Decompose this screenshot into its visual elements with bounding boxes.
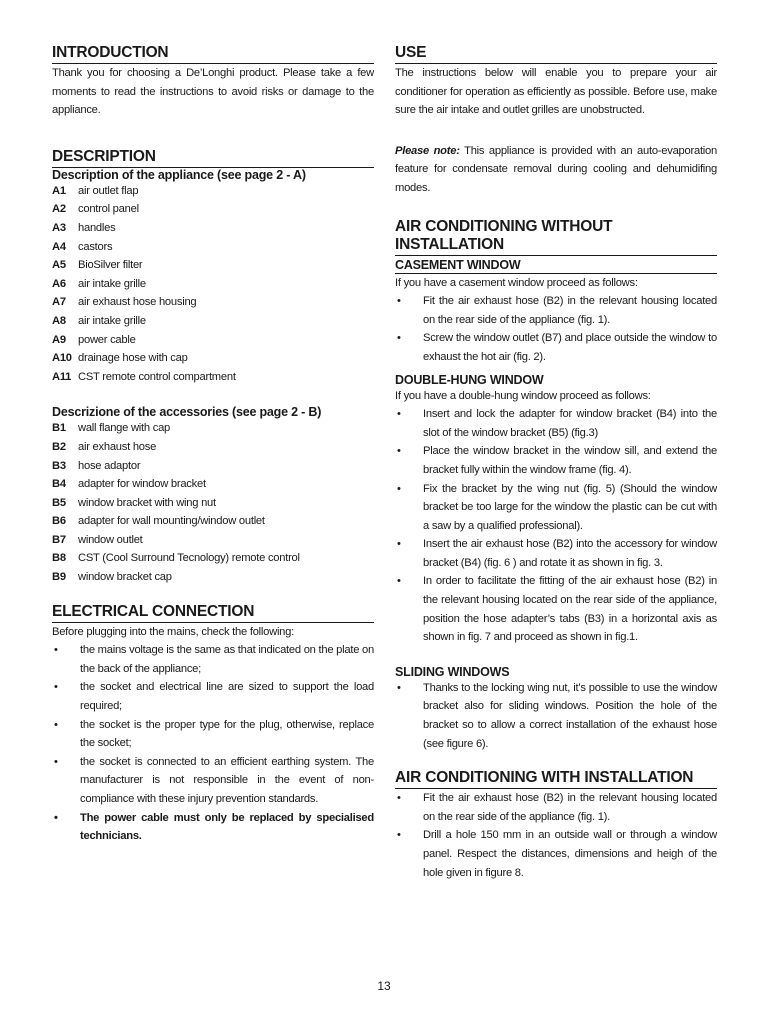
bullet-text: Place the window bracket in the window sill, and extend the bracket fully within the window frame (fig. 4). bbox=[423, 445, 717, 476]
list-item bbox=[395, 329, 717, 366]
bullet-text: In order to facilitate the fitting of the air exhaust hose (B2) in the relevant housing located on the rear side of the appliance, position the hose adapter’s tabs (B3) in a horizontal axis as shown in fig. 7 and proceed as shown in fig.1. bbox=[423, 575, 717, 644]
item-label: CST (Cool Surround Tecnology) remote control bbox=[78, 552, 300, 565]
bullet-text: Fit the air exhaust hose (B2) in the relevant housing located on the rear side of the appliance (fig. 1). bbox=[423, 295, 717, 326]
bullet-text: the socket is connected to an efficient earthing system. The manufacturer is not responsible in the event of non-compliance with these injury prevention standards. bbox=[80, 755, 374, 805]
item-label: air intake grille bbox=[78, 277, 146, 290]
item-code: B6 bbox=[52, 515, 66, 528]
item-code: B5 bbox=[52, 496, 66, 509]
page-number: 13 bbox=[377, 979, 391, 993]
item-label: window bracket with wing nut bbox=[78, 496, 216, 509]
bullet-icon: • bbox=[397, 332, 401, 345]
bullet-icon: • bbox=[397, 575, 401, 588]
casement-intro: If you have a casement window proceed as follows: bbox=[395, 276, 638, 289]
item-label: drainage hose with cap bbox=[78, 352, 188, 365]
item-code: A9 bbox=[52, 333, 66, 346]
item-label: air outlet flap bbox=[78, 184, 139, 197]
list-item bbox=[52, 368, 374, 387]
list-item bbox=[52, 312, 374, 331]
bullet-icon: • bbox=[397, 538, 401, 551]
item-code: A8 bbox=[52, 314, 66, 327]
item-code: B3 bbox=[52, 459, 66, 472]
list-item bbox=[395, 442, 717, 479]
bullet-text: the socket is the proper type for the plug, otherwise, replace the socket; bbox=[80, 718, 374, 750]
bullet-text: Fit the air exhaust hose (B2) in the relevant housing located on the rear side of the appliance (fig. 1). bbox=[423, 792, 717, 823]
list-item bbox=[52, 809, 374, 846]
electrical-heading: ELECTRICAL CONNECTION bbox=[52, 603, 374, 623]
sliding-bullets bbox=[395, 679, 717, 753]
list-item bbox=[52, 419, 374, 438]
list-item bbox=[52, 349, 374, 368]
list-item bbox=[52, 475, 374, 494]
bullet-text: Fix the bracket by the wing nut (fig. 5) (Should the window bracket be too large for the window the plastic can be cut with a saw by a qualified professional). bbox=[423, 482, 717, 532]
item-label: handles bbox=[78, 221, 116, 234]
electrical-bold-bullet bbox=[52, 809, 374, 846]
item-code: B2 bbox=[52, 440, 66, 453]
list-item bbox=[395, 480, 717, 536]
item-label: hose adaptor bbox=[78, 459, 141, 472]
item-code: A11 bbox=[52, 370, 72, 383]
item-label: control panel bbox=[78, 203, 139, 216]
list-item bbox=[395, 826, 717, 882]
bullet-icon: • bbox=[54, 811, 58, 824]
introduction-section bbox=[52, 44, 374, 120]
ac-with-heading: AIR CONDITIONING WITH INSTALLATION bbox=[395, 769, 717, 789]
appliance-subheading: Description of the appliance (see page 2 - A) bbox=[52, 167, 306, 182]
item-label: window outlet bbox=[78, 533, 143, 546]
list-item bbox=[395, 572, 717, 646]
use-text: The instructions below will enable you to prepare your air conditioner for operation as efficiently as possible. Before use, make sure the air intake and outlet grilles are unobstructed. bbox=[395, 67, 717, 117]
item-code: A4 bbox=[52, 240, 66, 253]
use-section bbox=[395, 44, 717, 198]
electrical-intro: Before plugging into the mains, check the following: bbox=[52, 625, 294, 638]
bullet-icon: • bbox=[397, 408, 401, 421]
list-item bbox=[52, 219, 374, 238]
bullet-icon: • bbox=[54, 755, 58, 768]
list-item bbox=[52, 549, 374, 568]
appliance-list bbox=[52, 182, 374, 387]
list-item bbox=[395, 789, 717, 826]
list-item bbox=[52, 457, 374, 476]
list-item bbox=[52, 182, 374, 201]
list-item bbox=[52, 512, 374, 531]
item-label: air exhaust hose bbox=[78, 440, 157, 453]
bullet-icon: • bbox=[54, 681, 58, 694]
list-item bbox=[395, 679, 717, 753]
bullet-icon: • bbox=[54, 644, 58, 657]
item-label: adapter for window bracket bbox=[78, 478, 206, 491]
list-item bbox=[52, 531, 374, 550]
bullet-icon: • bbox=[397, 681, 401, 694]
bullet-text: Thanks to the locking wing nut, it’s possible to use the window bracket also for sliding windows. Position the hole of the bracket so to allow a correct installation of the exhaust hose (see figure 6). bbox=[423, 681, 717, 750]
double-hung-heading: DOUBLE-HUNG WINDOW bbox=[395, 372, 544, 387]
list-item bbox=[395, 535, 717, 572]
note-label: Please note: bbox=[395, 144, 460, 157]
double-hung-intro: If you have a double-hung window proceed as follows: bbox=[395, 389, 651, 402]
use-heading: USE bbox=[395, 44, 717, 64]
bullet-icon: • bbox=[54, 718, 58, 731]
bullet-icon: • bbox=[397, 792, 401, 805]
bullet-text: Insert and lock the adapter for window bracket (B4) into the slot of the window bracket (B5) (fig.3) bbox=[423, 408, 717, 439]
list-item bbox=[52, 200, 374, 219]
list-item bbox=[52, 293, 374, 312]
bullet-icon: • bbox=[397, 829, 401, 842]
item-label: wall flange with cap bbox=[78, 422, 171, 435]
item-code: A7 bbox=[52, 296, 66, 309]
casement-bullets bbox=[395, 292, 717, 366]
bullet-icon: • bbox=[397, 482, 401, 495]
item-label: window bracket cap bbox=[78, 571, 172, 584]
item-code: A10 bbox=[52, 352, 72, 365]
list-item bbox=[52, 494, 374, 513]
double-hung-bullets bbox=[395, 405, 717, 647]
item-label: power cable bbox=[78, 333, 136, 346]
description-heading: DESCRIPTION bbox=[52, 148, 374, 168]
bullet-text: Insert the air exhaust hose (B2) into the accessory for window bracket (B4) (fig. 6 ) and rotate it as shown in fig. 3. bbox=[423, 538, 717, 569]
ac-without-section bbox=[395, 218, 717, 754]
ac-with-section bbox=[395, 769, 717, 882]
list-item bbox=[52, 753, 374, 809]
introduction-text: Thank you for choosing a De’Longhi product. Please take a few moments to read the instructions to avoid risks or damage to the appliance. bbox=[52, 67, 374, 117]
list-item bbox=[395, 405, 717, 442]
bullet-text: the mains voltage is the same as that indicated on the plate on the back of the appliance; bbox=[80, 644, 374, 675]
list-item bbox=[52, 438, 374, 457]
item-code: A3 bbox=[52, 221, 66, 234]
list-item bbox=[52, 716, 374, 753]
use-note bbox=[395, 142, 717, 198]
item-code: B4 bbox=[52, 478, 66, 491]
bullet-text: Drill a hole 150 mm in an outside wall or through a window panel. Respect the distances, dimensions and heigh of the hole given in figure 8. bbox=[423, 829, 717, 879]
item-code: B8 bbox=[52, 552, 66, 565]
accessories-list bbox=[52, 419, 374, 586]
list-item bbox=[52, 331, 374, 350]
bold-bullet-text: The power cable must only be replaced by specialised technicians. bbox=[80, 811, 374, 843]
item-label: adapter for wall mounting/window outlet bbox=[78, 515, 265, 528]
bullet-text: the socket and electrical line are sized to support the load required; bbox=[80, 681, 374, 713]
left-column bbox=[52, 44, 374, 846]
casement-heading: CASEMENT WINDOW bbox=[395, 258, 717, 274]
bullet-icon: • bbox=[397, 295, 401, 308]
list-item bbox=[52, 256, 374, 275]
item-code: B7 bbox=[52, 533, 66, 546]
item-code: A1 bbox=[52, 184, 66, 197]
item-label: BioSilver filter bbox=[78, 259, 143, 272]
item-label: air intake grille bbox=[78, 314, 146, 327]
ac-with-bullets bbox=[395, 789, 717, 882]
item-label: air exhaust hose housing bbox=[78, 296, 197, 309]
list-item bbox=[395, 292, 717, 329]
note-text: This appliance is provided with an auto-evaporation feature for condensate removal during cooling and dehumidifing modes. bbox=[395, 144, 717, 194]
item-code: A6 bbox=[52, 277, 66, 290]
electrical-bullets bbox=[52, 641, 374, 808]
item-code: B9 bbox=[52, 571, 66, 584]
list-item bbox=[52, 568, 374, 587]
introduction-heading: INTRODUCTION bbox=[52, 44, 374, 64]
item-code: B1 bbox=[52, 422, 66, 435]
ac-without-heading: AIR CONDITIONING WITHOUT INSTALLATION bbox=[395, 218, 717, 256]
bullet-text: Screw the window outlet (B7) and place outside the window to exhaust the hot air (fig. 2). bbox=[423, 332, 717, 363]
electrical-section bbox=[52, 603, 374, 846]
list-item bbox=[52, 678, 374, 715]
list-item bbox=[52, 641, 374, 678]
item-label: castors bbox=[78, 240, 113, 253]
right-column bbox=[395, 44, 717, 882]
bullet-icon: • bbox=[397, 445, 401, 458]
item-label: CST remote control compartment bbox=[78, 370, 236, 383]
list-item bbox=[52, 275, 374, 294]
sliding-heading: SLIDING WINDOWS bbox=[395, 664, 510, 679]
item-code: A2 bbox=[52, 203, 66, 216]
accessories-subheading: Descrizione of the accessories (see page 2 - B) bbox=[52, 405, 322, 420]
list-item bbox=[52, 238, 374, 257]
item-code: A5 bbox=[52, 259, 66, 272]
description-section bbox=[52, 148, 374, 587]
